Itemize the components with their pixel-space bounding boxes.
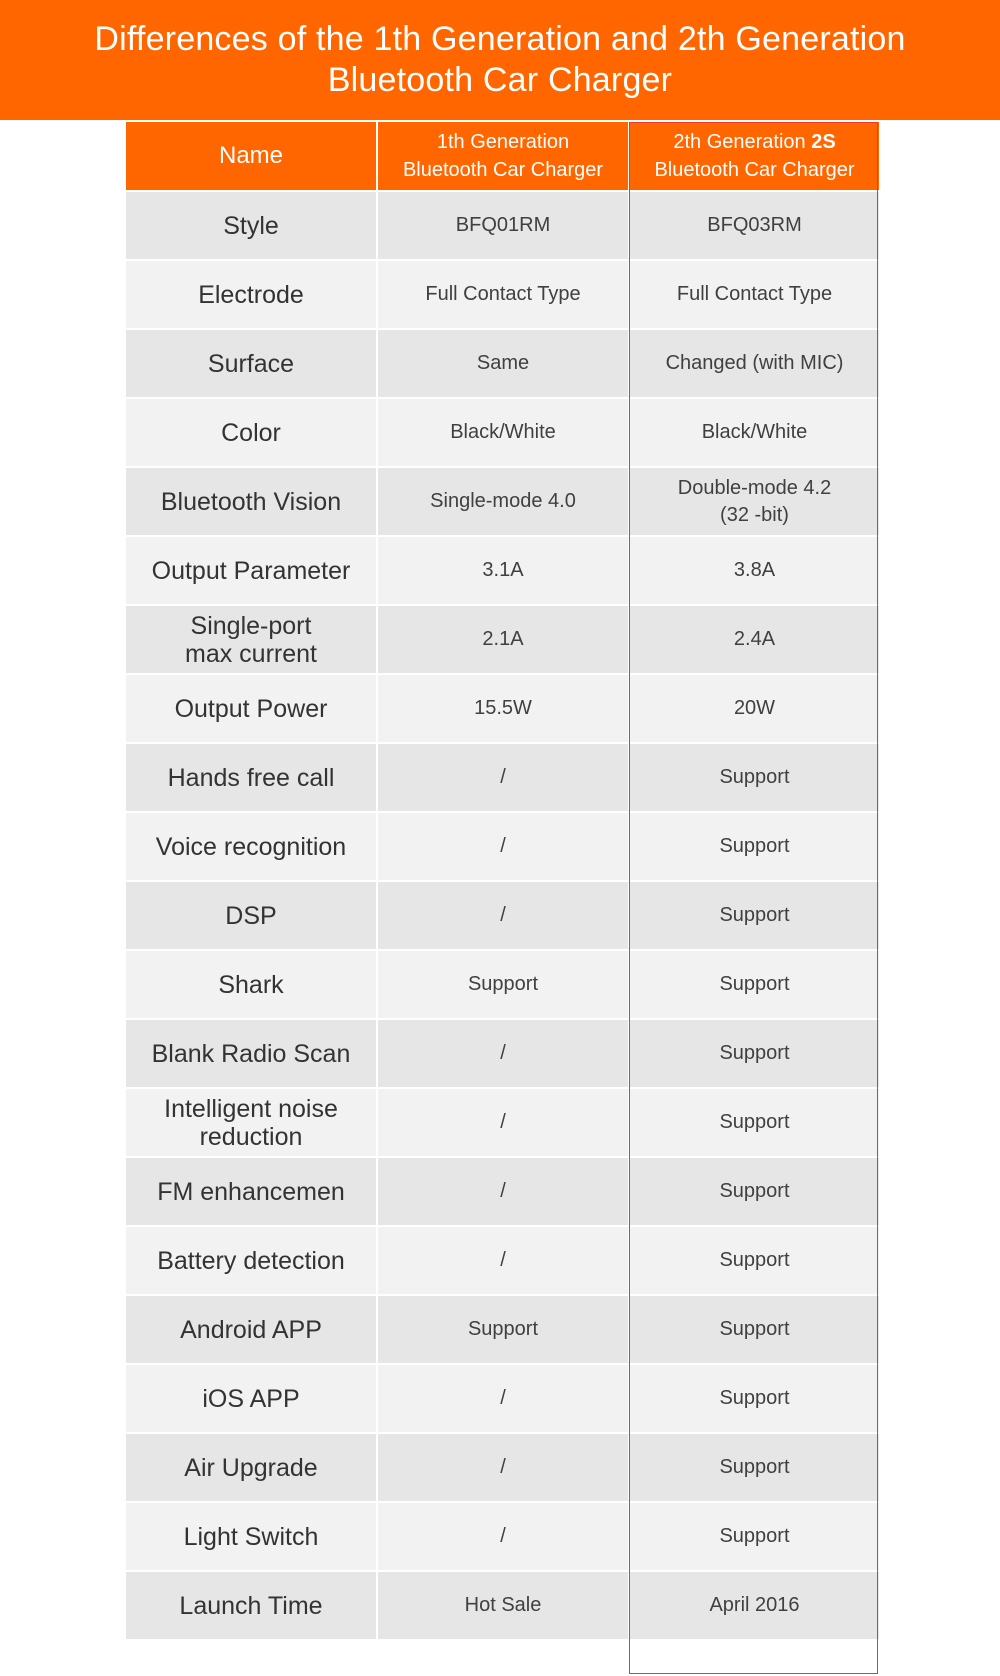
gen1-value (377, 1433, 629, 1502)
row-label-line: max current (185, 639, 317, 668)
row-label-line: iOS APP (202, 1384, 300, 1413)
table-body (126, 191, 880, 1640)
gen2-value (629, 1364, 880, 1433)
gen1-value-line: / (500, 1387, 506, 1409)
row-label-line: Air Upgrade (184, 1453, 318, 1482)
title-banner (0, 0, 1000, 120)
row-label-line: Launch Time (179, 1591, 323, 1620)
gen2-value-line: BFQ03RM (707, 214, 802, 236)
table-row (126, 743, 880, 812)
header-name: Name (126, 122, 377, 191)
row-label-line: Surface (207, 349, 295, 378)
gen2-value (629, 1019, 880, 1088)
header-gen2 (629, 122, 880, 191)
comparison-table-container (126, 122, 880, 1641)
gen1-value (377, 950, 629, 1019)
gen2-value-line: (32 -bit) (720, 503, 789, 526)
gen1-value-line: / (500, 1180, 506, 1202)
gen2-value-line: Support (719, 766, 790, 788)
gen2-value-line: Changed (with MIC) (665, 352, 844, 374)
header-gen1-line1: 1th Generation (436, 131, 570, 153)
gen2-value-line: Support (719, 1042, 790, 1064)
row-label (126, 1019, 377, 1088)
gen1-value (377, 1226, 629, 1295)
gen2-value (629, 881, 880, 950)
row-label (126, 1364, 377, 1433)
gen2-value-line: Support (719, 1318, 790, 1340)
gen1-value-line: Single-mode 4.0 (430, 490, 576, 512)
gen2-value-line: Support (719, 904, 790, 926)
gen1-value-line: Full Contact Type (425, 283, 581, 305)
gen1-value (377, 743, 629, 812)
gen2-value (629, 950, 880, 1019)
table-row (126, 329, 880, 398)
row-label (126, 1433, 377, 1502)
gen1-value (377, 536, 629, 605)
gen1-value-line: 15.5W (474, 697, 532, 719)
gen1-value-line: Same (476, 352, 530, 374)
gen1-value (377, 674, 629, 743)
gen1-value (377, 1571, 629, 1640)
table-row (126, 260, 880, 329)
gen1-value-line: / (500, 904, 506, 926)
row-label-line: Battery detection (157, 1246, 345, 1275)
table-row (126, 1571, 880, 1640)
table-row (126, 950, 880, 1019)
gen2-value (629, 398, 880, 467)
table-row (126, 467, 880, 536)
table-row (126, 1157, 880, 1226)
table-row (126, 1364, 880, 1433)
gen1-value-line: / (500, 1042, 506, 1064)
gen1-value (377, 812, 629, 881)
gen2-value-line: Black/White (701, 421, 808, 443)
row-label-line: Blank Radio Scan (151, 1039, 351, 1068)
gen1-value-line: / (500, 1249, 506, 1271)
gen2-value-line: Support (719, 973, 790, 995)
table-row (126, 398, 880, 467)
gen2-value (629, 674, 880, 743)
gen1-value-line: / (500, 1525, 506, 1547)
gen2-value (629, 1502, 880, 1571)
gen2-value-line: Full Contact Type (676, 283, 833, 305)
row-label (126, 674, 377, 743)
row-label-line: Color (221, 418, 281, 447)
row-label (126, 329, 377, 398)
gen2-value (629, 329, 880, 398)
gen2-value-line: Support (719, 1180, 790, 1202)
row-label (126, 881, 377, 950)
row-label (126, 1157, 377, 1226)
gen1-value-line: Black/White (450, 421, 556, 443)
table-row (126, 1019, 880, 1088)
gen2-value (629, 812, 880, 881)
table-header-row (126, 122, 880, 191)
gen2-value-line: 2.4A (733, 628, 776, 650)
gen1-value (377, 1157, 629, 1226)
gen1-value-line: / (500, 835, 506, 857)
gen1-value (377, 329, 629, 398)
gen2-value-line: Support (719, 835, 790, 857)
row-label-line: Bluetooth Vision (160, 487, 342, 516)
gen1-value-line: / (500, 766, 506, 788)
row-label-line: DSP (225, 901, 277, 930)
table-row (126, 605, 880, 674)
table-row (126, 1502, 880, 1571)
gen1-value (377, 260, 629, 329)
gen2-value (629, 260, 880, 329)
table-row (126, 812, 880, 881)
gen2-value-line: Support (719, 1387, 790, 1409)
row-label (126, 536, 377, 605)
table-row (126, 1088, 880, 1157)
row-label (126, 260, 377, 329)
gen1-value (377, 191, 629, 260)
row-label (126, 1226, 377, 1295)
row-label (126, 191, 377, 260)
gen2-value (629, 1571, 880, 1640)
header-gen2-line2: Bluetooth Car Charger (654, 159, 855, 181)
header-gen1 (377, 122, 629, 191)
gen1-value-line: / (500, 1111, 506, 1133)
banner-title-line2: Bluetooth Car Charger (327, 61, 673, 99)
row-label-line: Single-port (190, 611, 312, 640)
gen1-value (377, 1019, 629, 1088)
gen2-value-line: Support (719, 1111, 790, 1133)
row-label (126, 467, 377, 536)
gen2-value-line: Double-mode 4.2 (677, 476, 832, 499)
gen1-value (377, 398, 629, 467)
table-row (126, 881, 880, 950)
row-label (126, 1571, 377, 1640)
table-row (126, 1433, 880, 1502)
gen1-value (377, 1364, 629, 1433)
row-label (126, 605, 377, 674)
gen1-value (377, 605, 629, 674)
row-label (126, 1295, 377, 1364)
gen2-value (629, 1295, 880, 1364)
row-label (126, 398, 377, 467)
gen1-value-line: Hot Sale (464, 1594, 542, 1616)
gen2-value (629, 467, 880, 536)
gen2-value-line: Support (719, 1456, 790, 1478)
header-gen2-model: 2S (811, 131, 836, 153)
gen2-value (629, 191, 880, 260)
row-label (126, 743, 377, 812)
gen2-value (629, 1157, 880, 1226)
row-label-line: reduction (199, 1122, 303, 1151)
header-gen1-line2: Bluetooth Car Charger (402, 159, 604, 181)
table-row (126, 536, 880, 605)
gen1-value-line: Support (467, 1318, 539, 1340)
gen2-value-line: 20W (733, 697, 776, 719)
table-row (126, 191, 880, 260)
gen1-value-line: 3.1A (482, 559, 524, 581)
gen2-value-line: Support (719, 1525, 790, 1547)
row-label (126, 950, 377, 1019)
gen1-value-line: 2.1A (482, 628, 524, 650)
row-label-line: Output Parameter (151, 556, 351, 585)
gen2-value (629, 743, 880, 812)
row-label-line: Hands free call (167, 763, 335, 792)
row-label-line: Intelligent noise (164, 1094, 338, 1123)
row-label (126, 1502, 377, 1571)
row-label-line: FM enhancemen (157, 1177, 345, 1206)
gen2-value (629, 1088, 880, 1157)
gen1-value (377, 881, 629, 950)
gen2-value-line: 3.8A (733, 559, 776, 581)
table-row (126, 674, 880, 743)
comparison-table (126, 122, 881, 1641)
row-label-line: Shark (218, 970, 284, 999)
gen2-value (629, 1226, 880, 1295)
gen2-value (629, 536, 880, 605)
gen1-value-line: / (500, 1456, 506, 1478)
gen2-value (629, 605, 880, 674)
row-label-line: Electrode (198, 280, 304, 309)
gen1-value (377, 467, 629, 536)
gen1-value-line: BFQ01RM (455, 214, 551, 236)
gen2-value (629, 1433, 880, 1502)
row-label (126, 812, 377, 881)
gen2-value-line: Support (719, 1249, 790, 1271)
gen1-value-line: Support (467, 973, 539, 995)
row-label (126, 1088, 377, 1157)
table-row (126, 1295, 880, 1364)
header-gen2-line1 (630, 128, 879, 156)
banner-title-line1: Differences of the 1th Generation and 2th Generation (94, 20, 906, 58)
row-label-line: Style (223, 211, 279, 240)
gen1-value (377, 1088, 629, 1157)
gen2-value-line: April 2016 (709, 1594, 800, 1616)
gen1-value (377, 1295, 629, 1364)
header-gen2-prefix: 2th Generation (673, 131, 812, 153)
table-row (126, 1226, 880, 1295)
row-label-line: Voice recognition (155, 832, 347, 861)
gen1-value (377, 1502, 629, 1571)
row-label-line: Output Power (174, 694, 328, 723)
row-label-line: Light Switch (183, 1522, 319, 1551)
row-label-line: Android APP (180, 1315, 322, 1344)
